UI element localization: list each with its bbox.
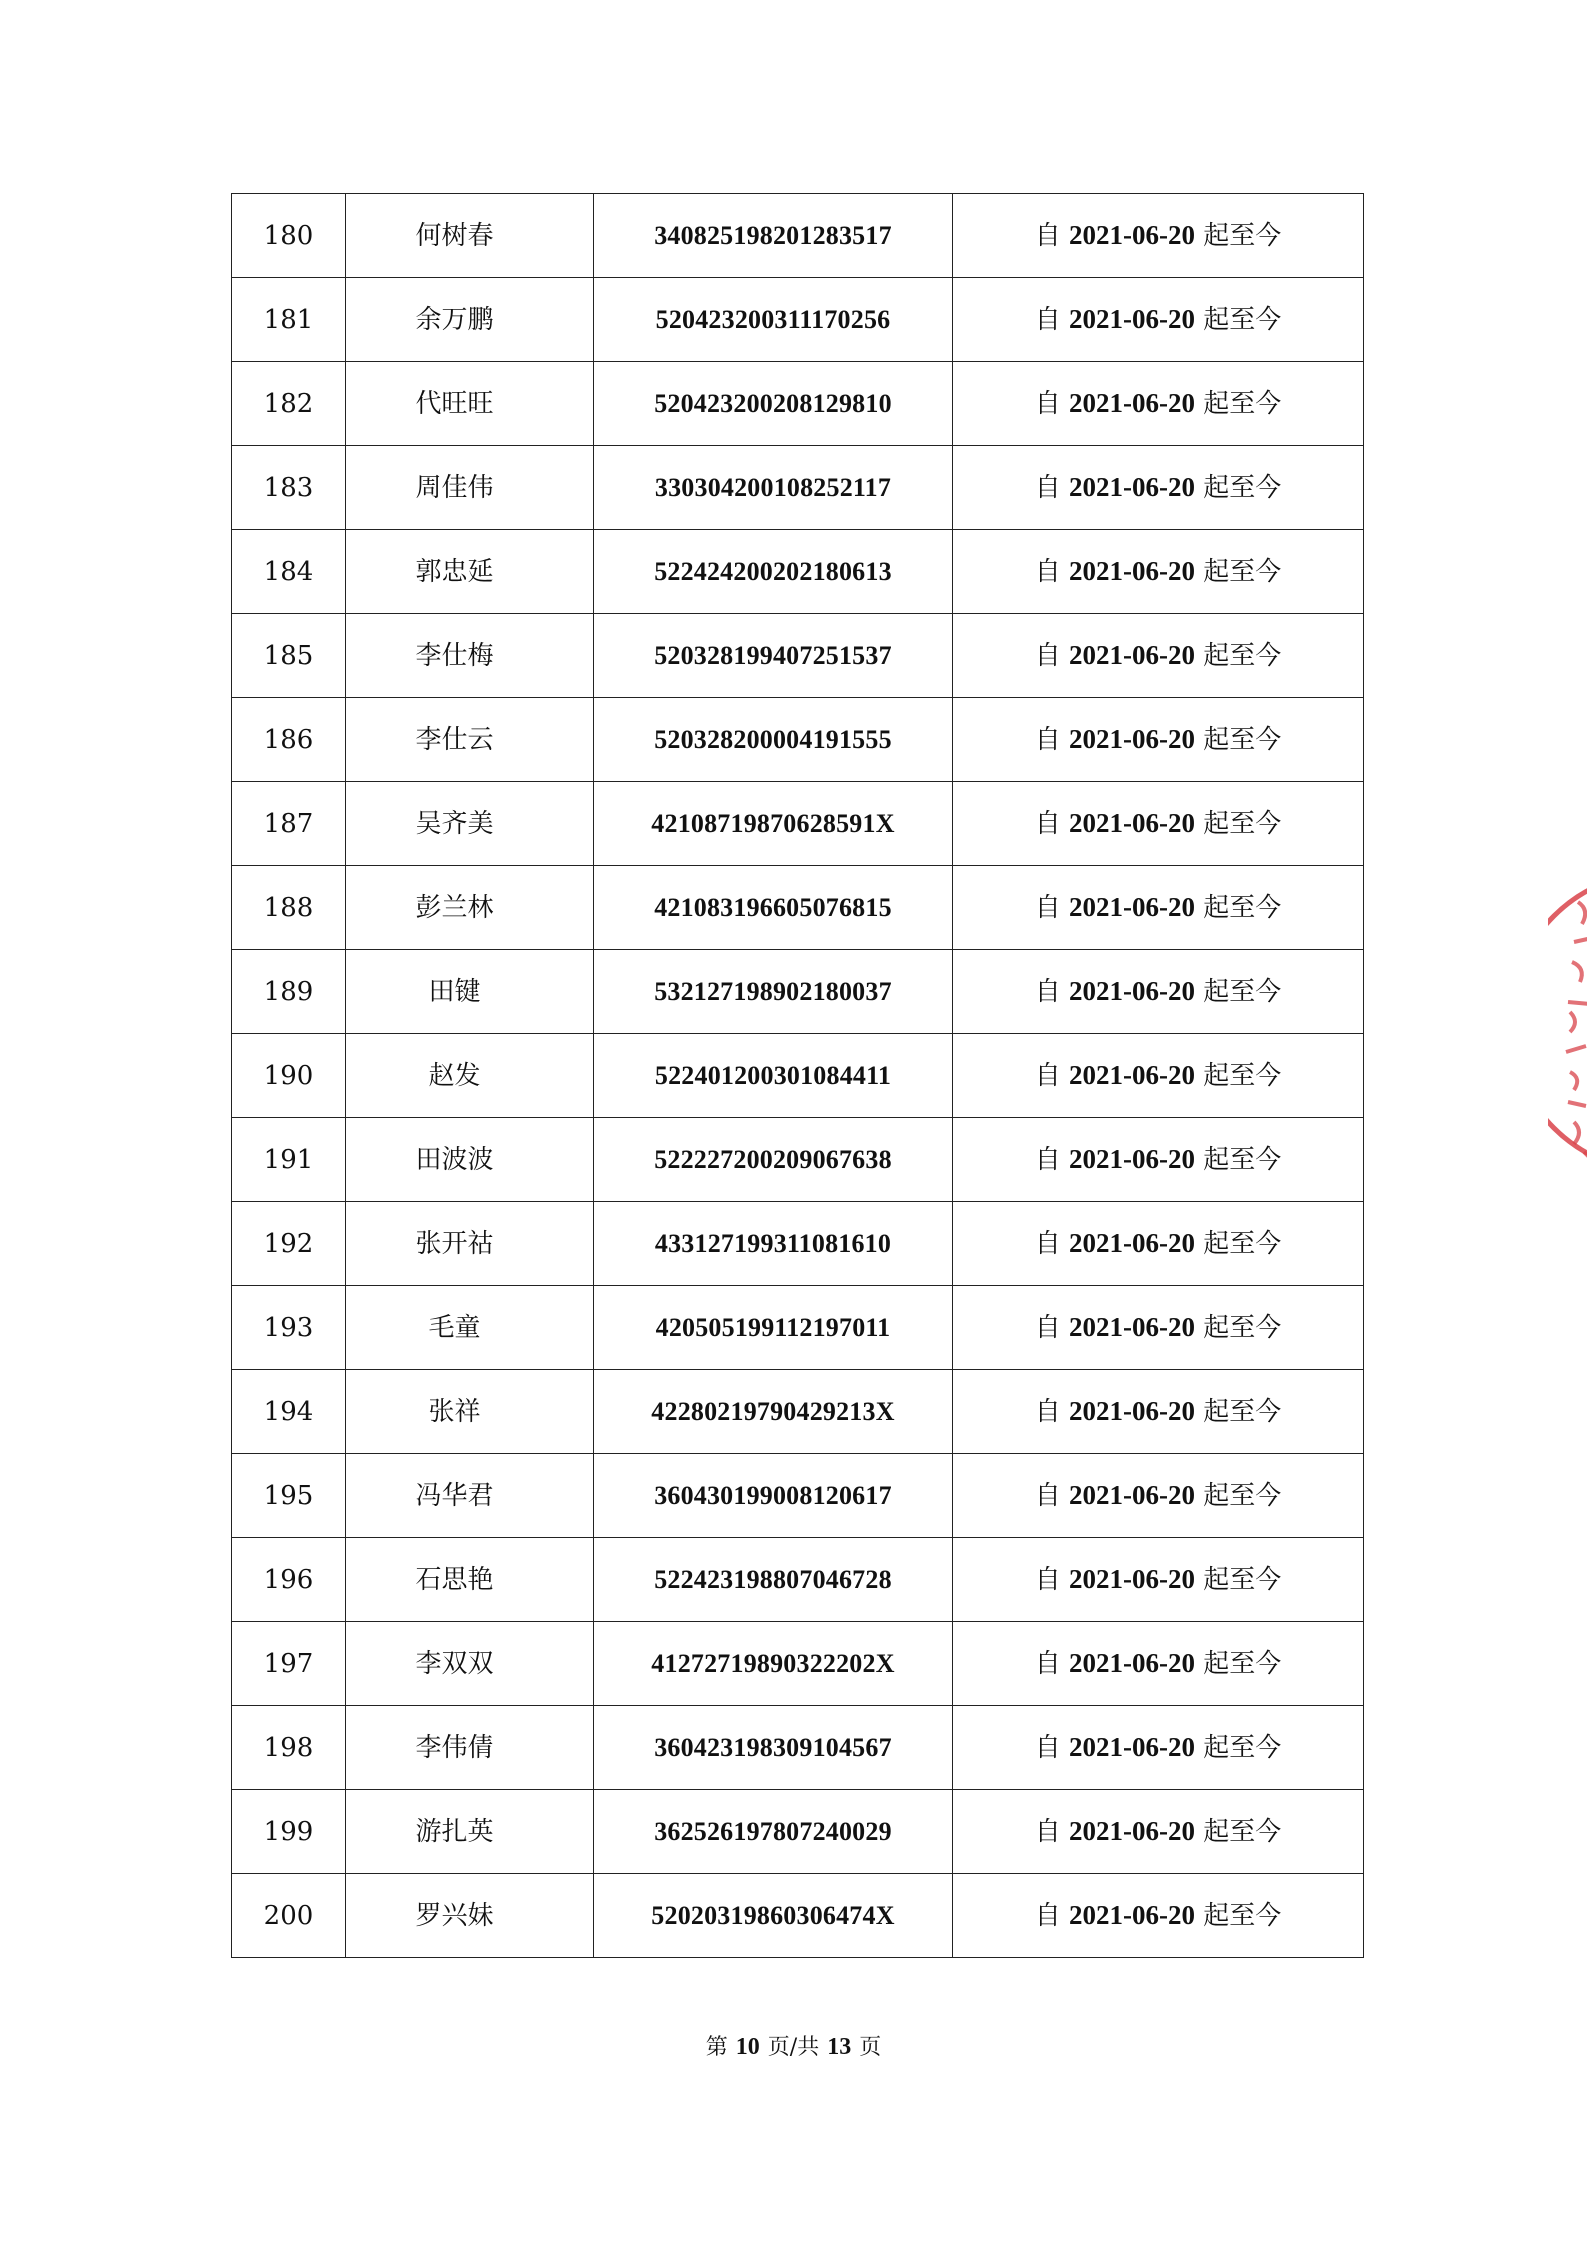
- id-number-cell: 362526197807240029: [594, 1790, 953, 1874]
- person-name: 冯华君: [415, 1480, 494, 1511]
- period-date: 2021-06-20: [1069, 1312, 1195, 1342]
- period-prefix: 自: [1034, 893, 1061, 923]
- period-date: 2021-06-20: [1069, 556, 1195, 586]
- period-date: 2021-06-20: [1069, 220, 1195, 250]
- footer-label-mid: 页/共: [767, 2035, 820, 2060]
- id-number-cell: 360423198309104567: [594, 1706, 953, 1790]
- name-cell: [346, 194, 594, 278]
- period-prefix: 自: [1034, 809, 1061, 839]
- id-number-cell: 522227200209067638: [594, 1118, 953, 1202]
- period-suffix: 起至今: [1203, 473, 1282, 503]
- period-prefix: 自: [1034, 725, 1061, 755]
- footer-current-page: 10: [735, 2034, 760, 2060]
- row-number-cell: 195: [232, 1454, 346, 1538]
- row-number-cell: 189: [232, 950, 346, 1034]
- row-number-cell: 190: [232, 1034, 346, 1118]
- table-row: [232, 1370, 1364, 1454]
- period-prefix: 自: [1034, 305, 1061, 335]
- id-number-cell: 421083196605076815: [594, 866, 953, 950]
- period-cell: [953, 194, 1364, 278]
- period-prefix: 自: [1034, 221, 1061, 251]
- period-date: 2021-06-20: [1069, 1060, 1195, 1090]
- period-date: 2021-06-20: [1069, 472, 1195, 502]
- person-name: 周佳伟: [415, 472, 494, 503]
- row-number-cell: 200: [232, 1874, 346, 1958]
- person-name: 何树春: [415, 220, 494, 251]
- row-number-cell: 188: [232, 866, 346, 950]
- period-suffix: 起至今: [1203, 641, 1282, 671]
- table-row: [232, 1538, 1364, 1622]
- period-suffix: 起至今: [1203, 1061, 1282, 1091]
- name-cell: [346, 278, 594, 362]
- period-date: 2021-06-20: [1069, 892, 1195, 922]
- id-number-cell: 42108719870628591X: [594, 782, 953, 866]
- id-number-cell: 520423200208129810: [594, 362, 953, 446]
- footer-label-post: 页: [859, 2035, 882, 2060]
- period-prefix: 自: [1034, 1901, 1061, 1931]
- id-number-cell: 42280219790429213X: [594, 1370, 953, 1454]
- id-number-cell: 330304200108252117: [594, 446, 953, 530]
- table-row: [232, 1286, 1364, 1370]
- period-suffix: 起至今: [1203, 1901, 1282, 1931]
- row-number-cell: 191: [232, 1118, 346, 1202]
- period-date: 2021-06-20: [1069, 640, 1195, 670]
- period-cell: [953, 1118, 1364, 1202]
- period-suffix: 起至今: [1203, 809, 1282, 839]
- name-cell: [346, 362, 594, 446]
- period-cell: [953, 866, 1364, 950]
- period-cell: [953, 698, 1364, 782]
- roster-table-body: [232, 194, 1364, 1958]
- name-cell: [346, 782, 594, 866]
- id-number-cell: 532127198902180037: [594, 950, 953, 1034]
- table-row: [232, 530, 1364, 614]
- period-prefix: 自: [1034, 1229, 1061, 1259]
- person-name: 李伟倩: [415, 1732, 494, 1763]
- name-cell: [346, 1454, 594, 1538]
- row-number-cell: 180: [232, 194, 346, 278]
- period-date: 2021-06-20: [1069, 388, 1195, 418]
- period-cell: [953, 1538, 1364, 1622]
- period-suffix: 起至今: [1203, 977, 1282, 1007]
- period-prefix: 自: [1034, 1649, 1061, 1679]
- period-cell: [953, 1622, 1364, 1706]
- table-row: [232, 446, 1364, 530]
- name-cell: [346, 1538, 594, 1622]
- period-date: 2021-06-20: [1069, 724, 1195, 754]
- id-number-cell: 340825198201283517: [594, 194, 953, 278]
- period-prefix: 自: [1034, 1817, 1061, 1847]
- period-date: 2021-06-20: [1069, 304, 1195, 334]
- period-prefix: 自: [1034, 1397, 1061, 1427]
- name-cell: [346, 1202, 594, 1286]
- table-row: [232, 698, 1364, 782]
- row-number-cell: 192: [232, 1202, 346, 1286]
- period-prefix: 自: [1034, 1145, 1061, 1175]
- row-number-cell: 185: [232, 614, 346, 698]
- period-prefix: 自: [1034, 1481, 1061, 1511]
- period-date: 2021-06-20: [1069, 1648, 1195, 1678]
- period-date: 2021-06-20: [1069, 1564, 1195, 1594]
- table-row: [232, 614, 1364, 698]
- period-suffix: 起至今: [1203, 305, 1282, 335]
- period-prefix: 自: [1034, 557, 1061, 587]
- id-number-cell: 520423200311170256: [594, 278, 953, 362]
- seal-inner-marks: [1566, 902, 1587, 1166]
- name-cell: [346, 530, 594, 614]
- official-seal-stamp: [1548, 862, 1587, 1182]
- id-number-cell: 522401200301084411: [594, 1034, 953, 1118]
- period-cell: [953, 614, 1364, 698]
- table-row: [232, 1118, 1364, 1202]
- period-cell: [953, 1706, 1364, 1790]
- footer-total-pages: 13: [827, 2034, 852, 2060]
- period-prefix: 自: [1034, 1061, 1061, 1091]
- period-prefix: 自: [1034, 641, 1061, 671]
- name-cell: [346, 1706, 594, 1790]
- period-suffix: 起至今: [1203, 557, 1282, 587]
- period-date: 2021-06-20: [1069, 1732, 1195, 1762]
- period-cell: [953, 530, 1364, 614]
- period-cell: [953, 1202, 1364, 1286]
- person-name: 余万鹏: [415, 304, 494, 335]
- table-row: [232, 362, 1364, 446]
- period-suffix: 起至今: [1203, 221, 1282, 251]
- period-suffix: 起至今: [1203, 1145, 1282, 1175]
- person-name: 吴齐美: [415, 808, 494, 839]
- period-suffix: 起至今: [1203, 1733, 1282, 1763]
- person-name: 毛童: [428, 1312, 481, 1343]
- name-cell: [346, 1622, 594, 1706]
- row-number-cell: 199: [232, 1790, 346, 1874]
- person-name: 郭忠延: [415, 556, 494, 587]
- person-name: 罗兴妹: [415, 1900, 494, 1931]
- id-number-cell: 520328200004191555: [594, 698, 953, 782]
- period-suffix: 起至今: [1203, 1817, 1282, 1847]
- table-row: [232, 1706, 1364, 1790]
- table-row: [232, 194, 1364, 278]
- period-suffix: 起至今: [1203, 1649, 1282, 1679]
- table-row: [232, 1790, 1364, 1874]
- roster-table: [231, 193, 1364, 1958]
- table-row: [232, 782, 1364, 866]
- period-prefix: 自: [1034, 1565, 1061, 1595]
- id-number-cell: 52020319860306474X: [594, 1874, 953, 1958]
- period-prefix: 自: [1034, 473, 1061, 503]
- period-cell: [953, 1034, 1364, 1118]
- period-cell: [953, 446, 1364, 530]
- name-cell: [346, 1118, 594, 1202]
- period-date: 2021-06-20: [1069, 1228, 1195, 1258]
- person-name: 田键: [428, 976, 481, 1007]
- row-number-cell: 196: [232, 1538, 346, 1622]
- id-number-cell: 522423198807046728: [594, 1538, 953, 1622]
- period-cell: [953, 278, 1364, 362]
- period-cell: [953, 1286, 1364, 1370]
- person-name: 彭兰林: [415, 892, 494, 923]
- row-number-cell: 184: [232, 530, 346, 614]
- table-row: [232, 1202, 1364, 1286]
- name-cell: [346, 698, 594, 782]
- id-number-cell: 360430199008120617: [594, 1454, 953, 1538]
- person-name: 李双双: [415, 1648, 494, 1679]
- person-name: 张祥: [428, 1396, 481, 1427]
- period-cell: [953, 1454, 1364, 1538]
- name-cell: [346, 866, 594, 950]
- table-row: [232, 950, 1364, 1034]
- name-cell: [346, 950, 594, 1034]
- name-cell: [346, 1874, 594, 1958]
- row-number-cell: 183: [232, 446, 346, 530]
- period-cell: [953, 362, 1364, 446]
- person-name: 赵发: [428, 1060, 481, 1091]
- name-cell: [346, 1790, 594, 1874]
- id-number-cell: 520328199407251537: [594, 614, 953, 698]
- row-number-cell: 186: [232, 698, 346, 782]
- table-row: [232, 1454, 1364, 1538]
- person-name: 游扎英: [415, 1816, 494, 1847]
- id-number-cell: 41272719890322202X: [594, 1622, 953, 1706]
- name-cell: [346, 1034, 594, 1118]
- table-row: [232, 1874, 1364, 1958]
- table-row: [232, 1034, 1364, 1118]
- footer-label-pre: 第: [705, 2035, 728, 2060]
- row-number-cell: 181: [232, 278, 346, 362]
- period-suffix: 起至今: [1203, 725, 1282, 755]
- person-name: 李仕云: [415, 724, 494, 755]
- period-suffix: 起至今: [1203, 1397, 1282, 1427]
- person-name: 代旺旺: [415, 388, 494, 419]
- page-footer: [0, 2030, 1587, 2061]
- name-cell: [346, 1370, 594, 1454]
- row-number-cell: 187: [232, 782, 346, 866]
- seal-ring: [1548, 872, 1587, 1172]
- table-row: [232, 866, 1364, 950]
- period-cell: [953, 950, 1364, 1034]
- period-prefix: 自: [1034, 1733, 1061, 1763]
- id-number-cell: 433127199311081610: [594, 1202, 953, 1286]
- name-cell: [346, 614, 594, 698]
- table-row: [232, 1622, 1364, 1706]
- period-suffix: 起至今: [1203, 1313, 1282, 1343]
- period-date: 2021-06-20: [1069, 808, 1195, 838]
- row-number-cell: 193: [232, 1286, 346, 1370]
- id-number-cell: 420505199112197011: [594, 1286, 953, 1370]
- period-date: 2021-06-20: [1069, 1396, 1195, 1426]
- person-name: 李仕梅: [415, 640, 494, 671]
- row-number-cell: 197: [232, 1622, 346, 1706]
- row-number-cell: 182: [232, 362, 346, 446]
- period-cell: [953, 782, 1364, 866]
- period-date: 2021-06-20: [1069, 976, 1195, 1006]
- period-suffix: 起至今: [1203, 893, 1282, 923]
- table-row: [232, 278, 1364, 362]
- period-suffix: 起至今: [1203, 1229, 1282, 1259]
- period-cell: [953, 1370, 1364, 1454]
- period-suffix: 起至今: [1203, 1565, 1282, 1595]
- name-cell: [346, 1286, 594, 1370]
- period-prefix: 自: [1034, 977, 1061, 1007]
- id-number-cell: 522424200202180613: [594, 530, 953, 614]
- person-name: 张开祜: [415, 1228, 494, 1259]
- period-prefix: 自: [1034, 389, 1061, 419]
- name-cell: [346, 446, 594, 530]
- period-date: 2021-06-20: [1069, 1816, 1195, 1846]
- person-name: 石思艳: [415, 1564, 494, 1595]
- period-suffix: 起至今: [1203, 389, 1282, 419]
- period-date: 2021-06-20: [1069, 1480, 1195, 1510]
- row-number-cell: 194: [232, 1370, 346, 1454]
- period-date: 2021-06-20: [1069, 1144, 1195, 1174]
- row-number-cell: 198: [232, 1706, 346, 1790]
- period-prefix: 自: [1034, 1313, 1061, 1343]
- period-suffix: 起至今: [1203, 1481, 1282, 1511]
- period-date: 2021-06-20: [1069, 1900, 1195, 1930]
- period-cell: [953, 1874, 1364, 1958]
- person-name: 田波波: [415, 1144, 494, 1175]
- period-cell: [953, 1790, 1364, 1874]
